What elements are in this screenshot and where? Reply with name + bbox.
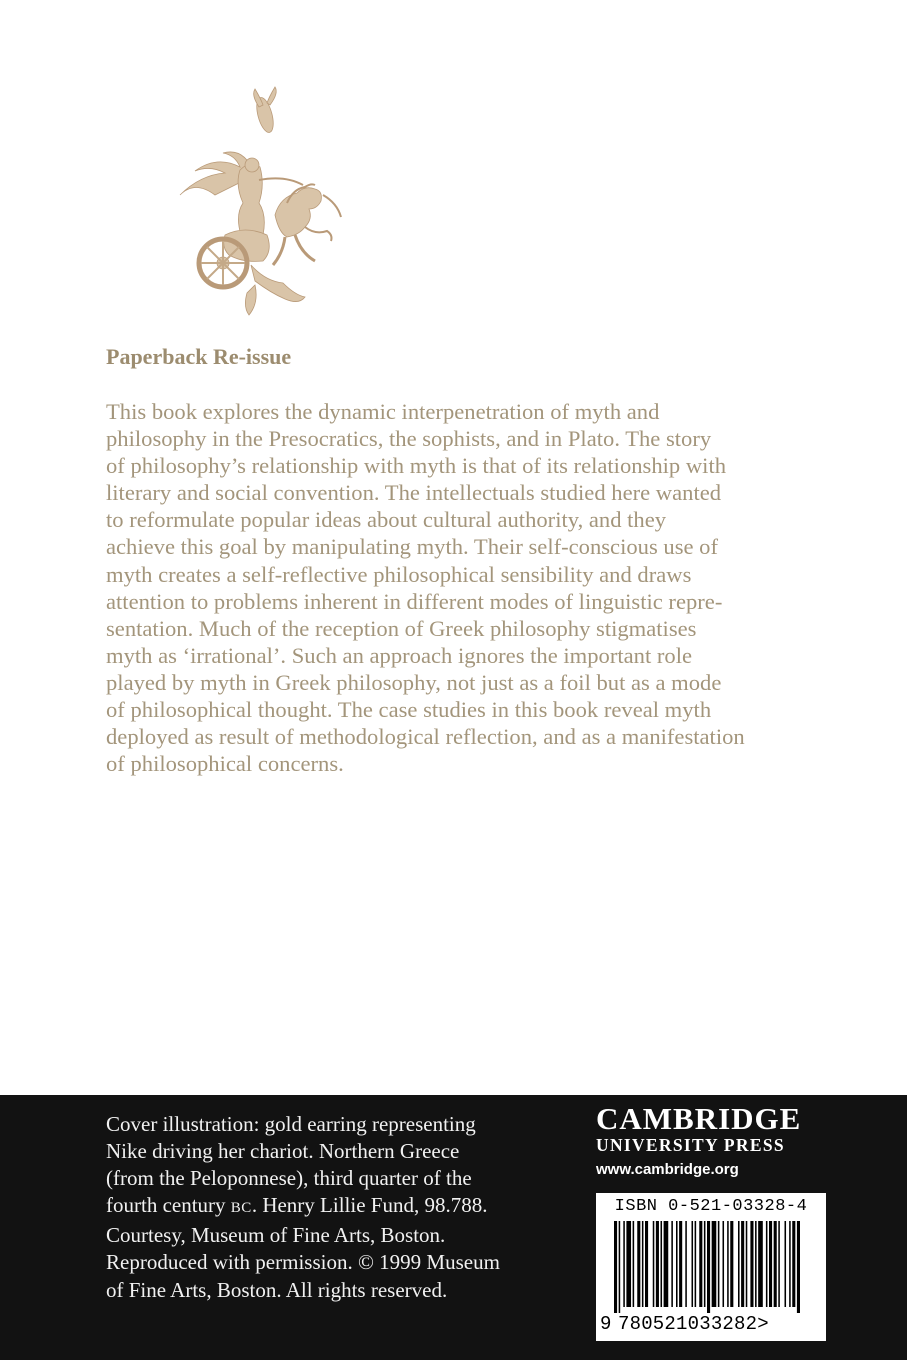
barcode-bar xyxy=(623,1221,625,1307)
barcode-bar xyxy=(626,1221,631,1307)
barcode-bar xyxy=(792,1221,795,1307)
description-line: to reformulate popular ideas about cultural authority, and they xyxy=(106,507,667,533)
description-line: of philosophical concerns. xyxy=(106,751,344,777)
barcode-bar xyxy=(741,1221,744,1307)
barcode-bar xyxy=(653,1221,655,1307)
barcode-bar xyxy=(695,1221,697,1307)
barcode-panel xyxy=(596,1193,826,1341)
barcode-bar xyxy=(642,1221,644,1307)
ean-arrow: > xyxy=(757,1313,769,1335)
description-line: sentation. Much of the reception of Greek philosophy stigmatises xyxy=(106,615,697,641)
description-line: myth creates a self-reflective philosophical sensibility and draws xyxy=(106,561,692,587)
barcode-bar xyxy=(797,1221,800,1313)
barcode-bar xyxy=(645,1221,648,1307)
barcode-bar xyxy=(723,1221,725,1307)
barcode-bar xyxy=(633,1221,635,1307)
era-abbreviation: BC xyxy=(230,1200,252,1217)
barcode-bar xyxy=(789,1221,791,1307)
description-line: of philosophical thought. The case studies in this book reveal myth xyxy=(106,697,712,723)
barcode-bar xyxy=(704,1221,706,1307)
credit-line: Courtesy, Museum of Fine Arts, Boston. xyxy=(106,1223,446,1248)
cover-illustration-credit xyxy=(106,1111,576,1304)
barcode-bar xyxy=(769,1221,772,1307)
barcode-bar xyxy=(637,1221,640,1307)
barcode-bar xyxy=(661,1221,663,1307)
barcode-bar xyxy=(718,1221,720,1307)
barcode-bar xyxy=(750,1221,753,1307)
description-line: myth as ‘irrational’. Such an approach ignores the important role xyxy=(106,642,693,668)
isbn-label: ISBN 0-521-03328-4 xyxy=(614,1197,808,1216)
barcode-bar xyxy=(746,1221,748,1307)
barcode-bar xyxy=(755,1221,757,1307)
barcode-bar xyxy=(712,1221,717,1307)
barcode-bar xyxy=(766,1221,768,1307)
reissue-label: Paperback Re-issue xyxy=(106,344,292,369)
barcode-bar xyxy=(679,1221,682,1307)
barcode-bar xyxy=(692,1221,694,1307)
credit-line: (from the Peloponnese), third quarter of the xyxy=(106,1166,472,1191)
barcode-bar xyxy=(730,1221,733,1307)
barcode-bar xyxy=(707,1221,710,1313)
description-line: deployed as result of methodological reflection, and as a manifestation xyxy=(106,724,745,750)
publisher-subtitle: UNIVERSITY PRESS xyxy=(596,1135,785,1155)
barcode-bar xyxy=(785,1221,787,1307)
barcode-bar xyxy=(656,1221,659,1307)
credit-line: Reproduced with permission. © 1999 Museum xyxy=(106,1250,500,1275)
description-line: attention to problems inherent in different modes of linguistic repre- xyxy=(106,588,723,614)
description-line: played by myth in Greek philosophy, not just as a foil but as a mode xyxy=(106,669,722,695)
credit-line: Nike driving her chariot. Northern Greece xyxy=(106,1139,460,1164)
publisher-block xyxy=(596,1103,826,1178)
barcode-bar xyxy=(664,1221,669,1307)
barcode-bar xyxy=(758,1221,763,1307)
barcode-icon xyxy=(596,1221,826,1313)
description-line: achieve this goal by manipulating myth. Their self-conscious use of xyxy=(106,534,718,560)
barcode-bar xyxy=(727,1221,729,1307)
credit-line xyxy=(106,1192,576,1222)
barcode-bar xyxy=(676,1221,678,1307)
credit-line: of Fine Arts, Boston. All rights reserved. xyxy=(106,1277,448,1302)
description-line: This book explores the dynamic interpenetration of myth and xyxy=(106,399,660,424)
nike-chariot-emblem-icon xyxy=(155,85,350,320)
ean-first-digit: 9 xyxy=(600,1313,612,1335)
barcode-bar xyxy=(738,1221,740,1307)
barcode-bar xyxy=(671,1221,673,1307)
credit-text: . Henry Lillie Fund, 98.788. xyxy=(251,1193,488,1218)
description-line: of philosophy’s relationship with myth is that of its relationship with xyxy=(106,453,727,479)
credit-line: Cover illustration: gold earring representing xyxy=(106,1112,476,1136)
barcode-bar xyxy=(685,1221,687,1307)
description-line: literary and social convention. The intellectuals studied here wanted xyxy=(106,480,722,506)
ean-digits xyxy=(618,1313,769,1335)
barcode-bar xyxy=(699,1221,702,1307)
barcode-bar xyxy=(778,1221,780,1307)
barcode-bar xyxy=(614,1221,617,1313)
ean-digit-group: 780521033282 xyxy=(618,1313,758,1335)
credit-text: fourth century xyxy=(106,1193,231,1218)
barcode-bar xyxy=(774,1221,777,1307)
publisher-url: www.cambridge.org xyxy=(596,1161,739,1178)
description-line: philosophy in the Presocratics, the sophists, and in Plato. The story xyxy=(106,426,712,452)
book-description xyxy=(106,398,826,777)
publisher-name: CAMBRIDGE xyxy=(596,1101,802,1136)
barcode-bar xyxy=(619,1221,621,1313)
